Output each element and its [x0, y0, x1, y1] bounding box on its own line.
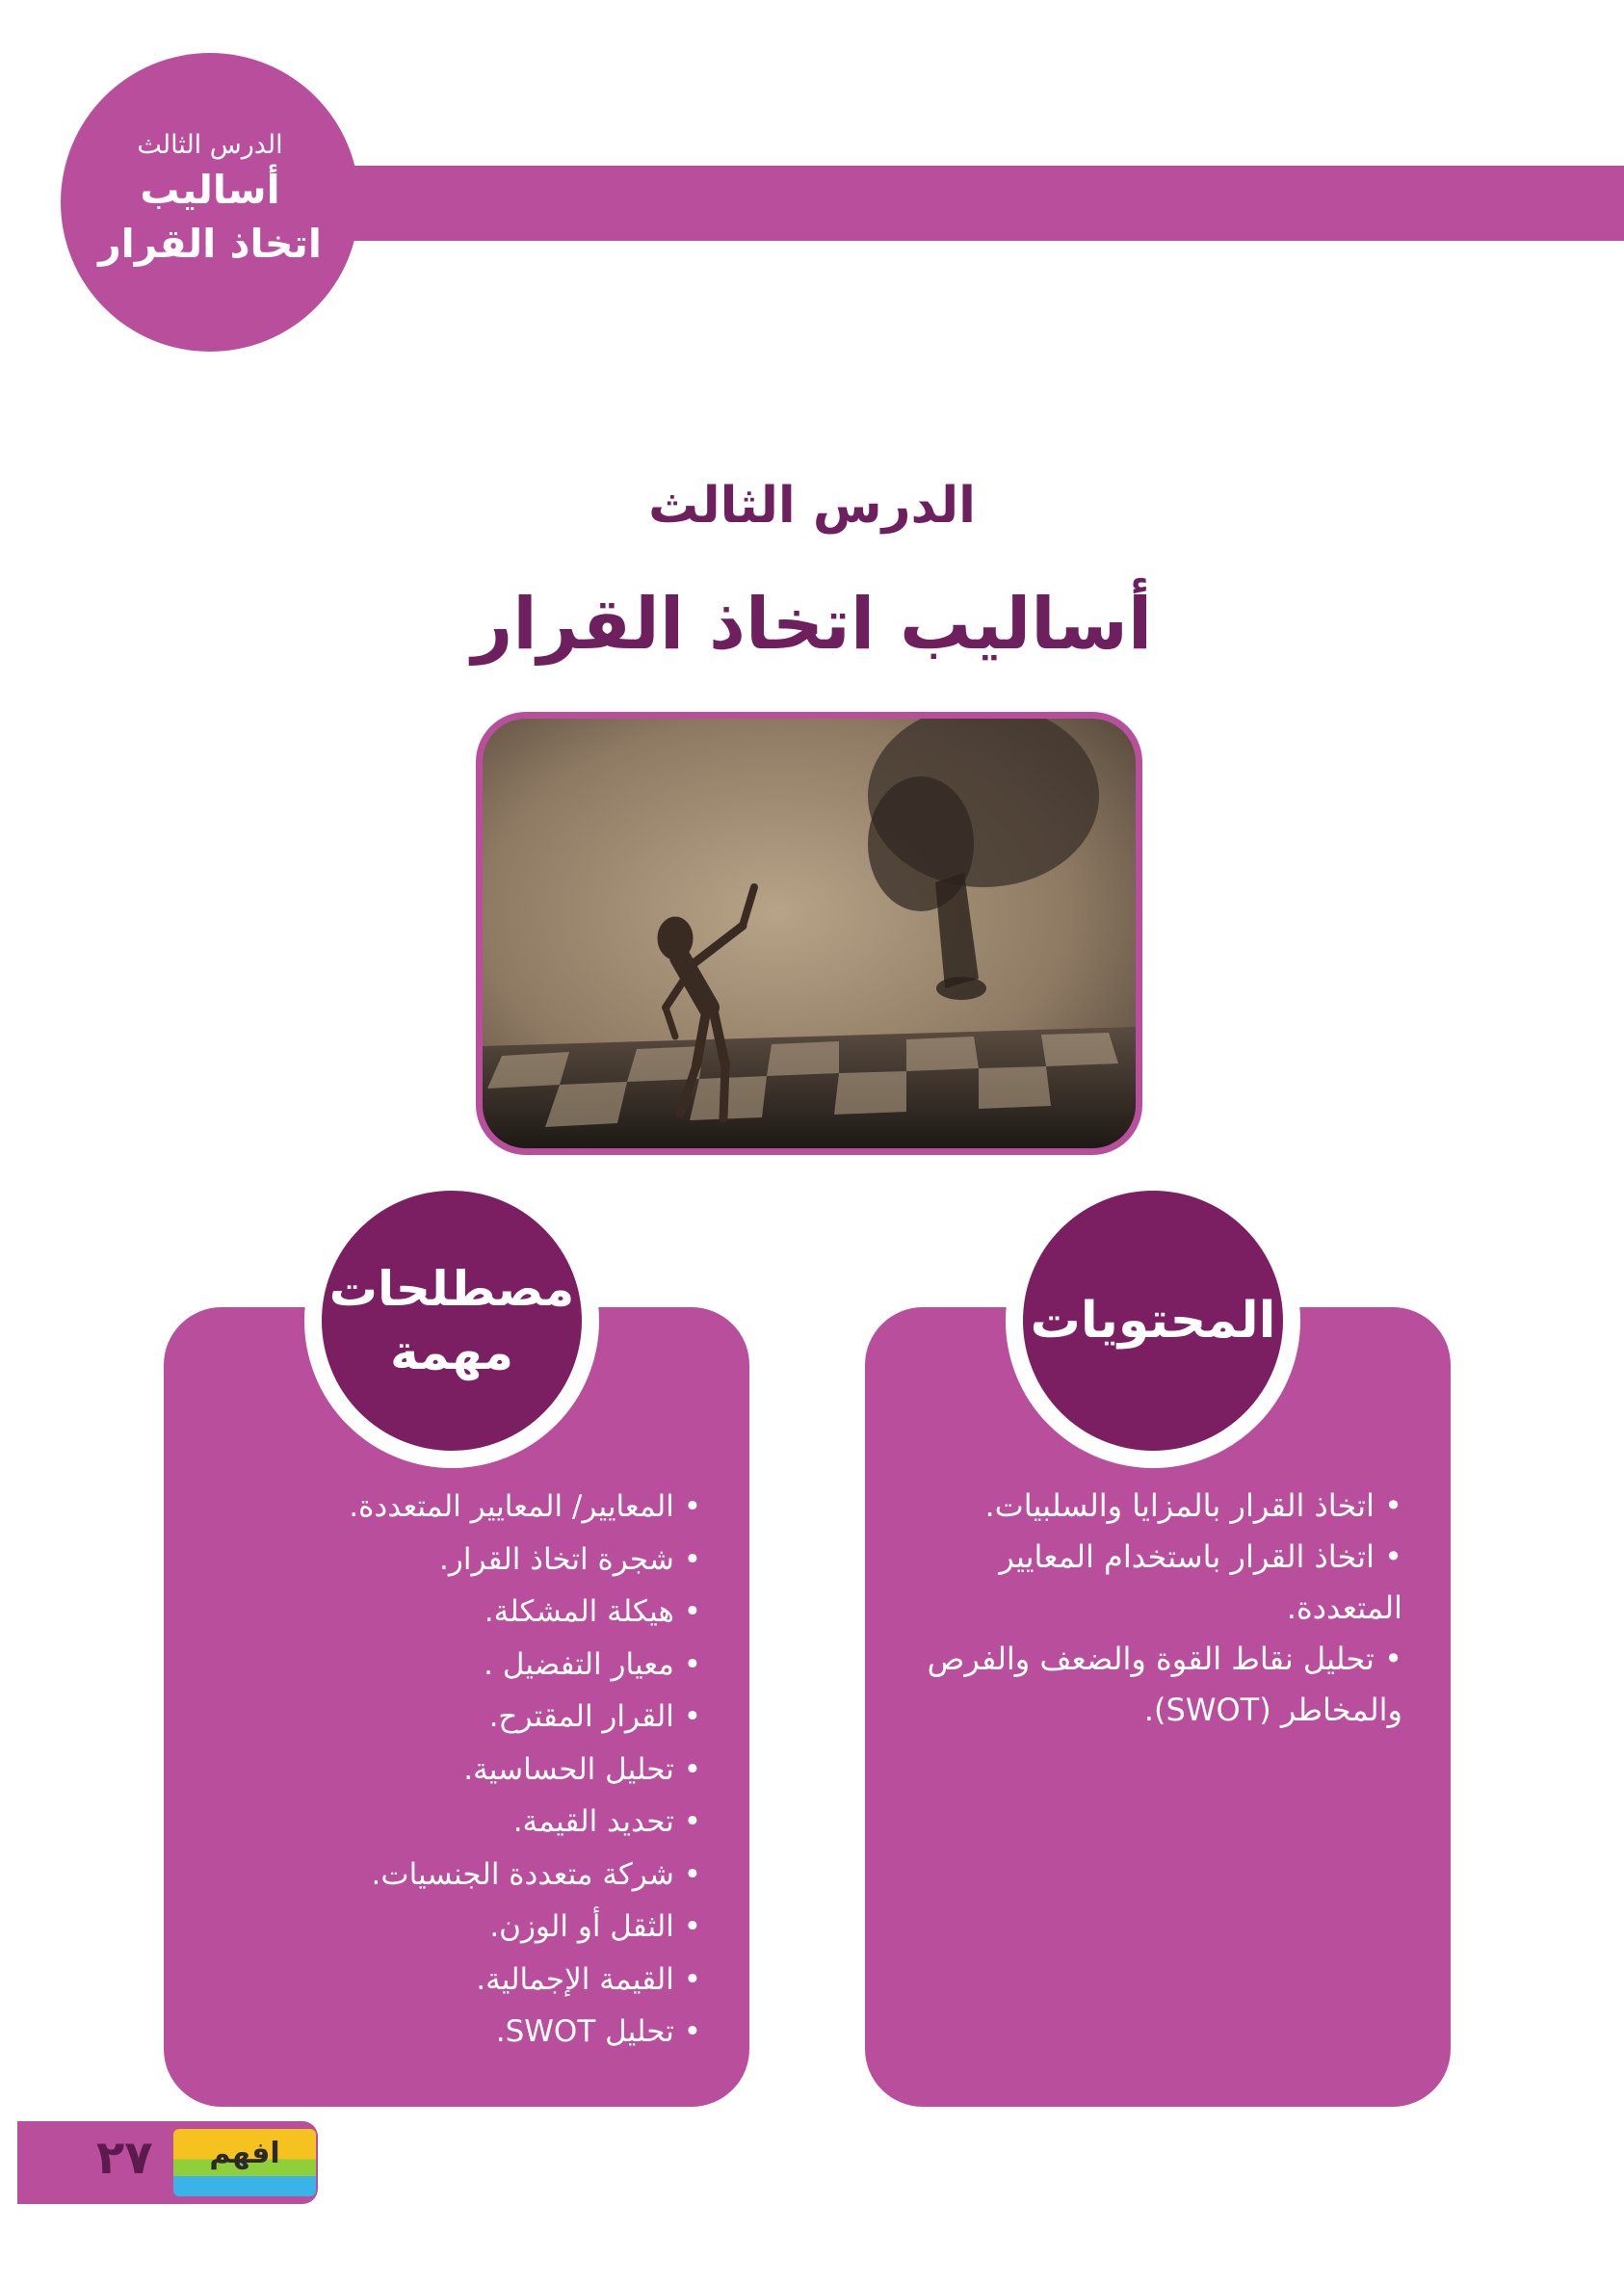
list-item: • اتخاذ القرار بالمزايا والسلبيات.: [902, 1481, 1402, 1532]
contents-heading: المحتويات: [1030, 1292, 1276, 1350]
lesson-label: الدرس الثالث: [648, 477, 976, 535]
chess-illustration-graphic: [483, 719, 1136, 1148]
list-item: • تحليل نقاط القوة والضعف والفرص والمخاطر (SWOT).: [902, 1634, 1402, 1736]
chess-illustration: [476, 712, 1142, 1155]
list-item: • معيار التفضيل .: [200, 1639, 701, 1692]
header-band: [289, 166, 1624, 241]
list-item: • القرار المقترح.: [200, 1691, 701, 1744]
contents-heading-badge: [1006, 1173, 1300, 1468]
list-item: • هيكلة المشكلة.: [200, 1586, 701, 1639]
list-item: • اتخاذ القرار باستخدام المعايير المتعددة.: [902, 1532, 1402, 1634]
list-item: • شجرة اتخاذ القرار.: [200, 1534, 701, 1587]
terms-list: [200, 1481, 701, 2059]
contents-list: [902, 1481, 1402, 1736]
header-lesson-title: أساليب اتخاذ القرار: [98, 167, 322, 267]
terms-heading-badge: [304, 1173, 599, 1468]
list-item: • القيمة الإجمالية.: [200, 1954, 701, 2007]
page-number: ٢٧: [96, 2131, 153, 2185]
list-item: • الثقل أو الوزن.: [200, 1901, 701, 1954]
lesson-header-badge: [61, 53, 359, 352]
list-item: • تحليل SWOT.: [200, 2006, 701, 2059]
publisher-logo: [173, 2129, 316, 2196]
list-item: • تحديد القيمة.: [200, 1796, 701, 1849]
list-item: • تحليل الحساسية.: [200, 1744, 701, 1797]
list-item: • المعايير/ المعايير المتعددة.: [200, 1481, 701, 1534]
header-lesson-label: الدرس الثالث: [137, 130, 283, 160]
terms-heading-line2: مهمة: [390, 1325, 513, 1380]
terms-heading-line1: مصطلحات: [328, 1261, 575, 1317]
logo-text: افهم: [209, 2137, 280, 2170]
page-title: أساليب اتخاذ القرار: [471, 583, 1153, 666]
list-item: • شركة متعددة الجنسيات.: [200, 1849, 701, 1902]
